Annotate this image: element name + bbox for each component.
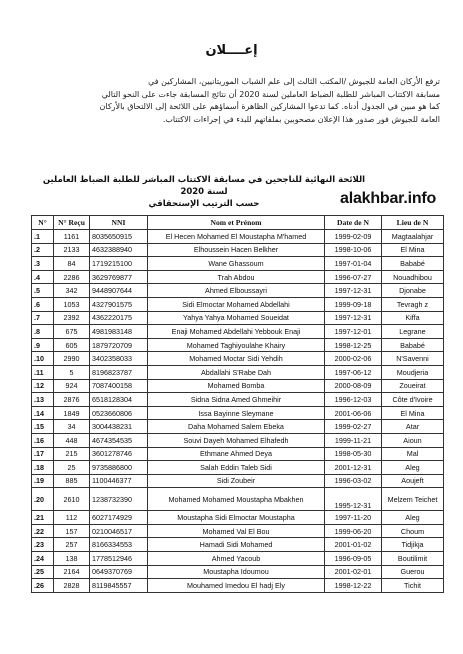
cell-birth-place: Atar	[382, 420, 444, 434]
cell-receipt: 84	[54, 257, 90, 271]
table-row	[32, 447, 444, 461]
table-row	[32, 338, 444, 352]
cell-nni: 0523660806	[90, 406, 148, 420]
site-watermark: alakhbar.info	[340, 190, 437, 207]
cell-receipt: 1053	[54, 297, 90, 311]
cell-name: Abdallahi S'Rabe Dah	[148, 365, 325, 379]
cell-birth-date: 1996-07-27	[325, 270, 382, 284]
cell-nni: 8035650915	[90, 230, 148, 244]
cell-birth-date: 1998-05-30	[325, 447, 382, 461]
cell-birth-place: Bababé	[382, 338, 444, 352]
cell-nni: 8196823787	[90, 365, 148, 379]
cell-name: Hamadi Sidi Mohamed	[148, 538, 325, 552]
cell-receipt: 675	[54, 325, 90, 339]
cell-receipt: 2133	[54, 243, 90, 257]
cell-name: Trah Abdou	[148, 270, 325, 284]
cell-receipt: 257	[54, 538, 90, 552]
cell-nni: 1778512946	[90, 552, 148, 566]
cell-receipt: 2876	[54, 393, 90, 407]
cell-name: Salah Eddin Taleb Sidi	[148, 461, 325, 475]
table-row	[32, 420, 444, 434]
cell-birth-place: Choum	[382, 524, 444, 538]
cell-nni: 9448907644	[90, 284, 148, 298]
intro-line: العامة للجيوش فور صدور هذا الإعلان مصحوبين بملفاتهم للبدء في إجراءات الاكتتاب.	[162, 114, 440, 124]
cell-birth-place: Tichit	[382, 579, 444, 593]
cell-birth-place: Boutilimit	[382, 552, 444, 566]
cell-birth-date: 1997-11-20	[325, 511, 382, 525]
cell-birth-date: 1999-09-18	[325, 297, 382, 311]
cell-birth-date: 1996-09-05	[325, 552, 382, 566]
cell-birth-date: 1999-11-21	[325, 433, 382, 447]
cell-birth-place: Aioun	[382, 433, 444, 447]
cell-name: Ahmed Elboussayri	[148, 284, 325, 298]
table-row	[32, 243, 444, 257]
cell-receipt: 1849	[54, 406, 90, 420]
cell-birth-date: 1998-10-06	[325, 243, 382, 257]
cell-name: Mohamed Mohamed Moustapha Mbakhen	[148, 488, 325, 511]
header-birth-place: Lieu de N	[382, 216, 444, 230]
cell-nni: 6027174929	[90, 511, 148, 525]
cell-number: .24	[32, 552, 54, 566]
cell-name: Wane Ghassoum	[148, 257, 325, 271]
cell-name: Mohamed Taghiyoulahe Khairy	[148, 338, 325, 352]
announcement-heading: إعــــلان	[205, 43, 258, 58]
cell-number: .15	[32, 420, 54, 434]
table-row	[32, 461, 444, 475]
cell-number: .16	[32, 433, 54, 447]
table-row	[32, 552, 444, 566]
cell-birth-date: 1997-06-12	[325, 365, 382, 379]
cell-name: Mohamed Moctar Sidi Yehdih	[148, 352, 325, 366]
cell-number: .6	[32, 297, 54, 311]
cell-birth-date: 1997-12-31	[325, 311, 382, 325]
cell-receipt: 342	[54, 284, 90, 298]
cell-receipt: 2990	[54, 352, 90, 366]
header-no: N°	[32, 216, 54, 230]
table-row	[32, 284, 444, 298]
cell-name: Mouhamed Imedou El hadj Ely	[148, 579, 325, 593]
cell-birth-date: 2001-02-01	[325, 565, 382, 579]
cell-nni: 1879720709	[90, 338, 148, 352]
cell-number: .1	[32, 230, 54, 244]
cell-receipt: 885	[54, 474, 90, 488]
cell-number: .23	[32, 538, 54, 552]
cell-receipt: 2286	[54, 270, 90, 284]
cell-name: El Hecen Mohamed El Moustapha M'hamed	[148, 230, 325, 244]
cell-birth-date: 1996-03-02	[325, 474, 382, 488]
cell-nni: 8119845557	[90, 579, 148, 593]
cell-birth-date: 2000-02-06	[325, 352, 382, 366]
cell-nni: 3629769877	[90, 270, 148, 284]
cell-number: .19	[32, 474, 54, 488]
cell-name: Mohamed Bomba	[148, 379, 325, 393]
cell-number: .25	[32, 565, 54, 579]
cell-birth-date: 2001-01-02	[325, 538, 382, 552]
cell-birth-date: 1997-12-31	[325, 284, 382, 298]
cell-receipt: 448	[54, 433, 90, 447]
results-list-title	[34, 174, 374, 210]
cell-birth-place: Kiffa	[382, 311, 444, 325]
cell-receipt: 2828	[54, 579, 90, 593]
table-row	[32, 488, 444, 511]
cell-number: .5	[32, 284, 54, 298]
cell-birth-date: 1999-02-09	[325, 230, 382, 244]
cell-nni: 1719215100	[90, 257, 148, 271]
cell-nni: 4632388940	[90, 243, 148, 257]
cell-birth-date: 2000-08-09	[325, 379, 382, 393]
cell-number: .11	[32, 365, 54, 379]
cell-birth-place: Aoujeft	[382, 474, 444, 488]
cell-birth-date: 1996-12-03	[325, 393, 382, 407]
cell-name: Moustapha Idoumou	[148, 565, 325, 579]
cell-birth-place: Nouadhibou	[382, 270, 444, 284]
cell-number: .2	[32, 243, 54, 257]
cell-birth-place: El Mina	[382, 406, 444, 420]
cell-birth-date: 1997-01-04	[325, 257, 382, 271]
table-row	[32, 538, 444, 552]
cell-name: Sidi Zoubeir	[148, 474, 325, 488]
cell-receipt: 2392	[54, 311, 90, 325]
cell-nni: 0210046517	[90, 524, 148, 538]
intro-line: مسابقة الاكتتاب المباشر للطلبة الضباط العاملين لسنة 2020 أن نتائج المسابقة جاءت على النحو التالي	[101, 89, 440, 99]
cell-receipt: 2610	[54, 488, 90, 511]
cell-nni: 6518128304	[90, 393, 148, 407]
cell-birth-date: 1995-12-31	[325, 488, 382, 511]
cell-receipt: 25	[54, 461, 90, 475]
cell-receipt: 5	[54, 365, 90, 379]
cell-birth-place: Côte d'Ivoire	[382, 393, 444, 407]
cell-receipt: 605	[54, 338, 90, 352]
table-row	[32, 311, 444, 325]
cell-name: Elhoussein Hacen Belkher	[148, 243, 325, 257]
cell-name: Sidna Sidna Amed Ghmeihir	[148, 393, 325, 407]
cell-number: .8	[32, 325, 54, 339]
table-row	[32, 433, 444, 447]
cell-nni: 3004438231	[90, 420, 148, 434]
cell-number: .9	[32, 338, 54, 352]
cell-name: Enaji Mohamed Abdellahi Yebbouk Enaji	[148, 325, 325, 339]
cell-name: Sidi Elmoctar Mohamed Abdellahi	[148, 297, 325, 311]
cell-name: Souvi Dayeh Mohamed Elhafedh	[148, 433, 325, 447]
table-row	[32, 297, 444, 311]
cell-birth-date: 1999-06-20	[325, 524, 382, 538]
table-row	[32, 565, 444, 579]
cell-number: .22	[32, 524, 54, 538]
cell-nni: 1238732390	[90, 488, 148, 511]
cell-birth-place: El Mina	[382, 243, 444, 257]
table-row	[32, 325, 444, 339]
header-nni: NNI	[90, 216, 148, 230]
cell-number: .17	[32, 447, 54, 461]
table-row	[32, 365, 444, 379]
header-receipt: N° Reçu	[54, 216, 90, 230]
cell-birth-place: Djonabe	[382, 284, 444, 298]
table-row	[32, 474, 444, 488]
cell-name: Mohamed Val El Bou	[148, 524, 325, 538]
cell-birth-date: 1997-12-01	[325, 325, 382, 339]
table-row	[32, 579, 444, 593]
cell-birth-date: 1998-12-22	[325, 579, 382, 593]
cell-name: Ethmane Ahmed Deya	[148, 447, 325, 461]
cell-birth-place: Zoueirat	[382, 379, 444, 393]
cell-number: .4	[32, 270, 54, 284]
cell-birth-place: Magtaalahjar	[382, 230, 444, 244]
cell-birth-place: Aleg	[382, 511, 444, 525]
cell-birth-place: Tevragh z	[382, 297, 444, 311]
table-row	[32, 393, 444, 407]
cell-number: .10	[32, 352, 54, 366]
cell-number: .14	[32, 406, 54, 420]
cell-birth-place: Mal	[382, 447, 444, 461]
cell-nni: 8166334553	[90, 538, 148, 552]
cell-number: .21	[32, 511, 54, 525]
header-name: Nom et Prénom	[148, 216, 325, 230]
cell-nni: 3601278746	[90, 447, 148, 461]
cell-name: Daha Mohamed Salem Ebeka	[148, 420, 325, 434]
cell-number: .3	[32, 257, 54, 271]
cell-nni: 3402358033	[90, 352, 148, 366]
table-row	[32, 379, 444, 393]
table-row	[32, 270, 444, 284]
list-title-line: حسب الترتيب الإستحقاقي	[148, 199, 260, 209]
cell-receipt: 112	[54, 511, 90, 525]
cell-nni: 9735886800	[90, 461, 148, 475]
header-birth-date: Date de N	[325, 216, 382, 230]
intro-line: كما هو مبين في الجدول أدناه. كما تدعوا المشاركين الظاهرة أسماؤهم على اللائحة إلى الالتحاق بالأركان	[99, 102, 440, 111]
table-row	[32, 524, 444, 538]
cell-receipt: 1161	[54, 230, 90, 244]
cell-number: .18	[32, 461, 54, 475]
cell-nni: 4674354535	[90, 433, 148, 447]
cell-birth-date: 2001-12-31	[325, 461, 382, 475]
cell-birth-place: Bababé	[382, 257, 444, 271]
cell-receipt: 34	[54, 420, 90, 434]
cell-nni: 4362220175	[90, 311, 148, 325]
cell-birth-date: 1998-12-25	[325, 338, 382, 352]
cell-number: .26	[32, 579, 54, 593]
cell-birth-place: Aleg	[382, 461, 444, 475]
table-row	[32, 406, 444, 420]
cell-receipt: 2164	[54, 565, 90, 579]
cell-birth-place: Guerou	[382, 565, 444, 579]
table-row	[32, 230, 444, 244]
cell-nni: 4981983148	[90, 325, 148, 339]
cell-name: Yahya Yahya Mohamed Soueidat	[148, 311, 325, 325]
cell-birth-place: Moudjeria	[382, 365, 444, 379]
table-row	[32, 352, 444, 366]
table-row	[32, 511, 444, 525]
cell-birth-date: 1999-02-27	[325, 420, 382, 434]
cell-birth-date: 2001-06-06	[325, 406, 382, 420]
cell-birth-place: N'Savenni	[382, 352, 444, 366]
table-header-row	[32, 216, 444, 230]
list-title-line: اللائحة النهائية للناجحين في مسابقة الاكتتاب المباشر للطلبة الضباط العاملين لسنة 2020	[42, 175, 366, 197]
cell-nni: 4327901575	[90, 297, 148, 311]
announcement-intro	[22, 76, 440, 126]
cell-name: Issa Bayinne Sleymane	[148, 406, 325, 420]
cell-birth-place: Melzem Teichet	[382, 488, 444, 511]
cell-nni: 1100446377	[90, 474, 148, 488]
cell-receipt: 157	[54, 524, 90, 538]
cell-nni: 7087400158	[90, 379, 148, 393]
cell-number: .20	[32, 488, 54, 511]
cell-name: Moustapha Sidi Elmoctar Moustapha	[148, 511, 325, 525]
intro-line: ترفع الأركان العامة للجيوش /المكتب الثالث إلى علم الشباب الموريتانيين، المشاركين في	[148, 77, 440, 86]
cell-number: .7	[32, 311, 54, 325]
cell-name: Ahmed Yacoub	[148, 552, 325, 566]
cell-receipt: 215	[54, 447, 90, 461]
cell-receipt: 924	[54, 379, 90, 393]
cell-birth-place: Legrane	[382, 325, 444, 339]
cell-nni: 0649370769	[90, 565, 148, 579]
cell-birth-place: Tidjikja	[382, 538, 444, 552]
cell-number: .13	[32, 393, 54, 407]
cell-receipt: 138	[54, 552, 90, 566]
results-table	[31, 215, 444, 593]
cell-number: .12	[32, 379, 54, 393]
table-row	[32, 257, 444, 271]
